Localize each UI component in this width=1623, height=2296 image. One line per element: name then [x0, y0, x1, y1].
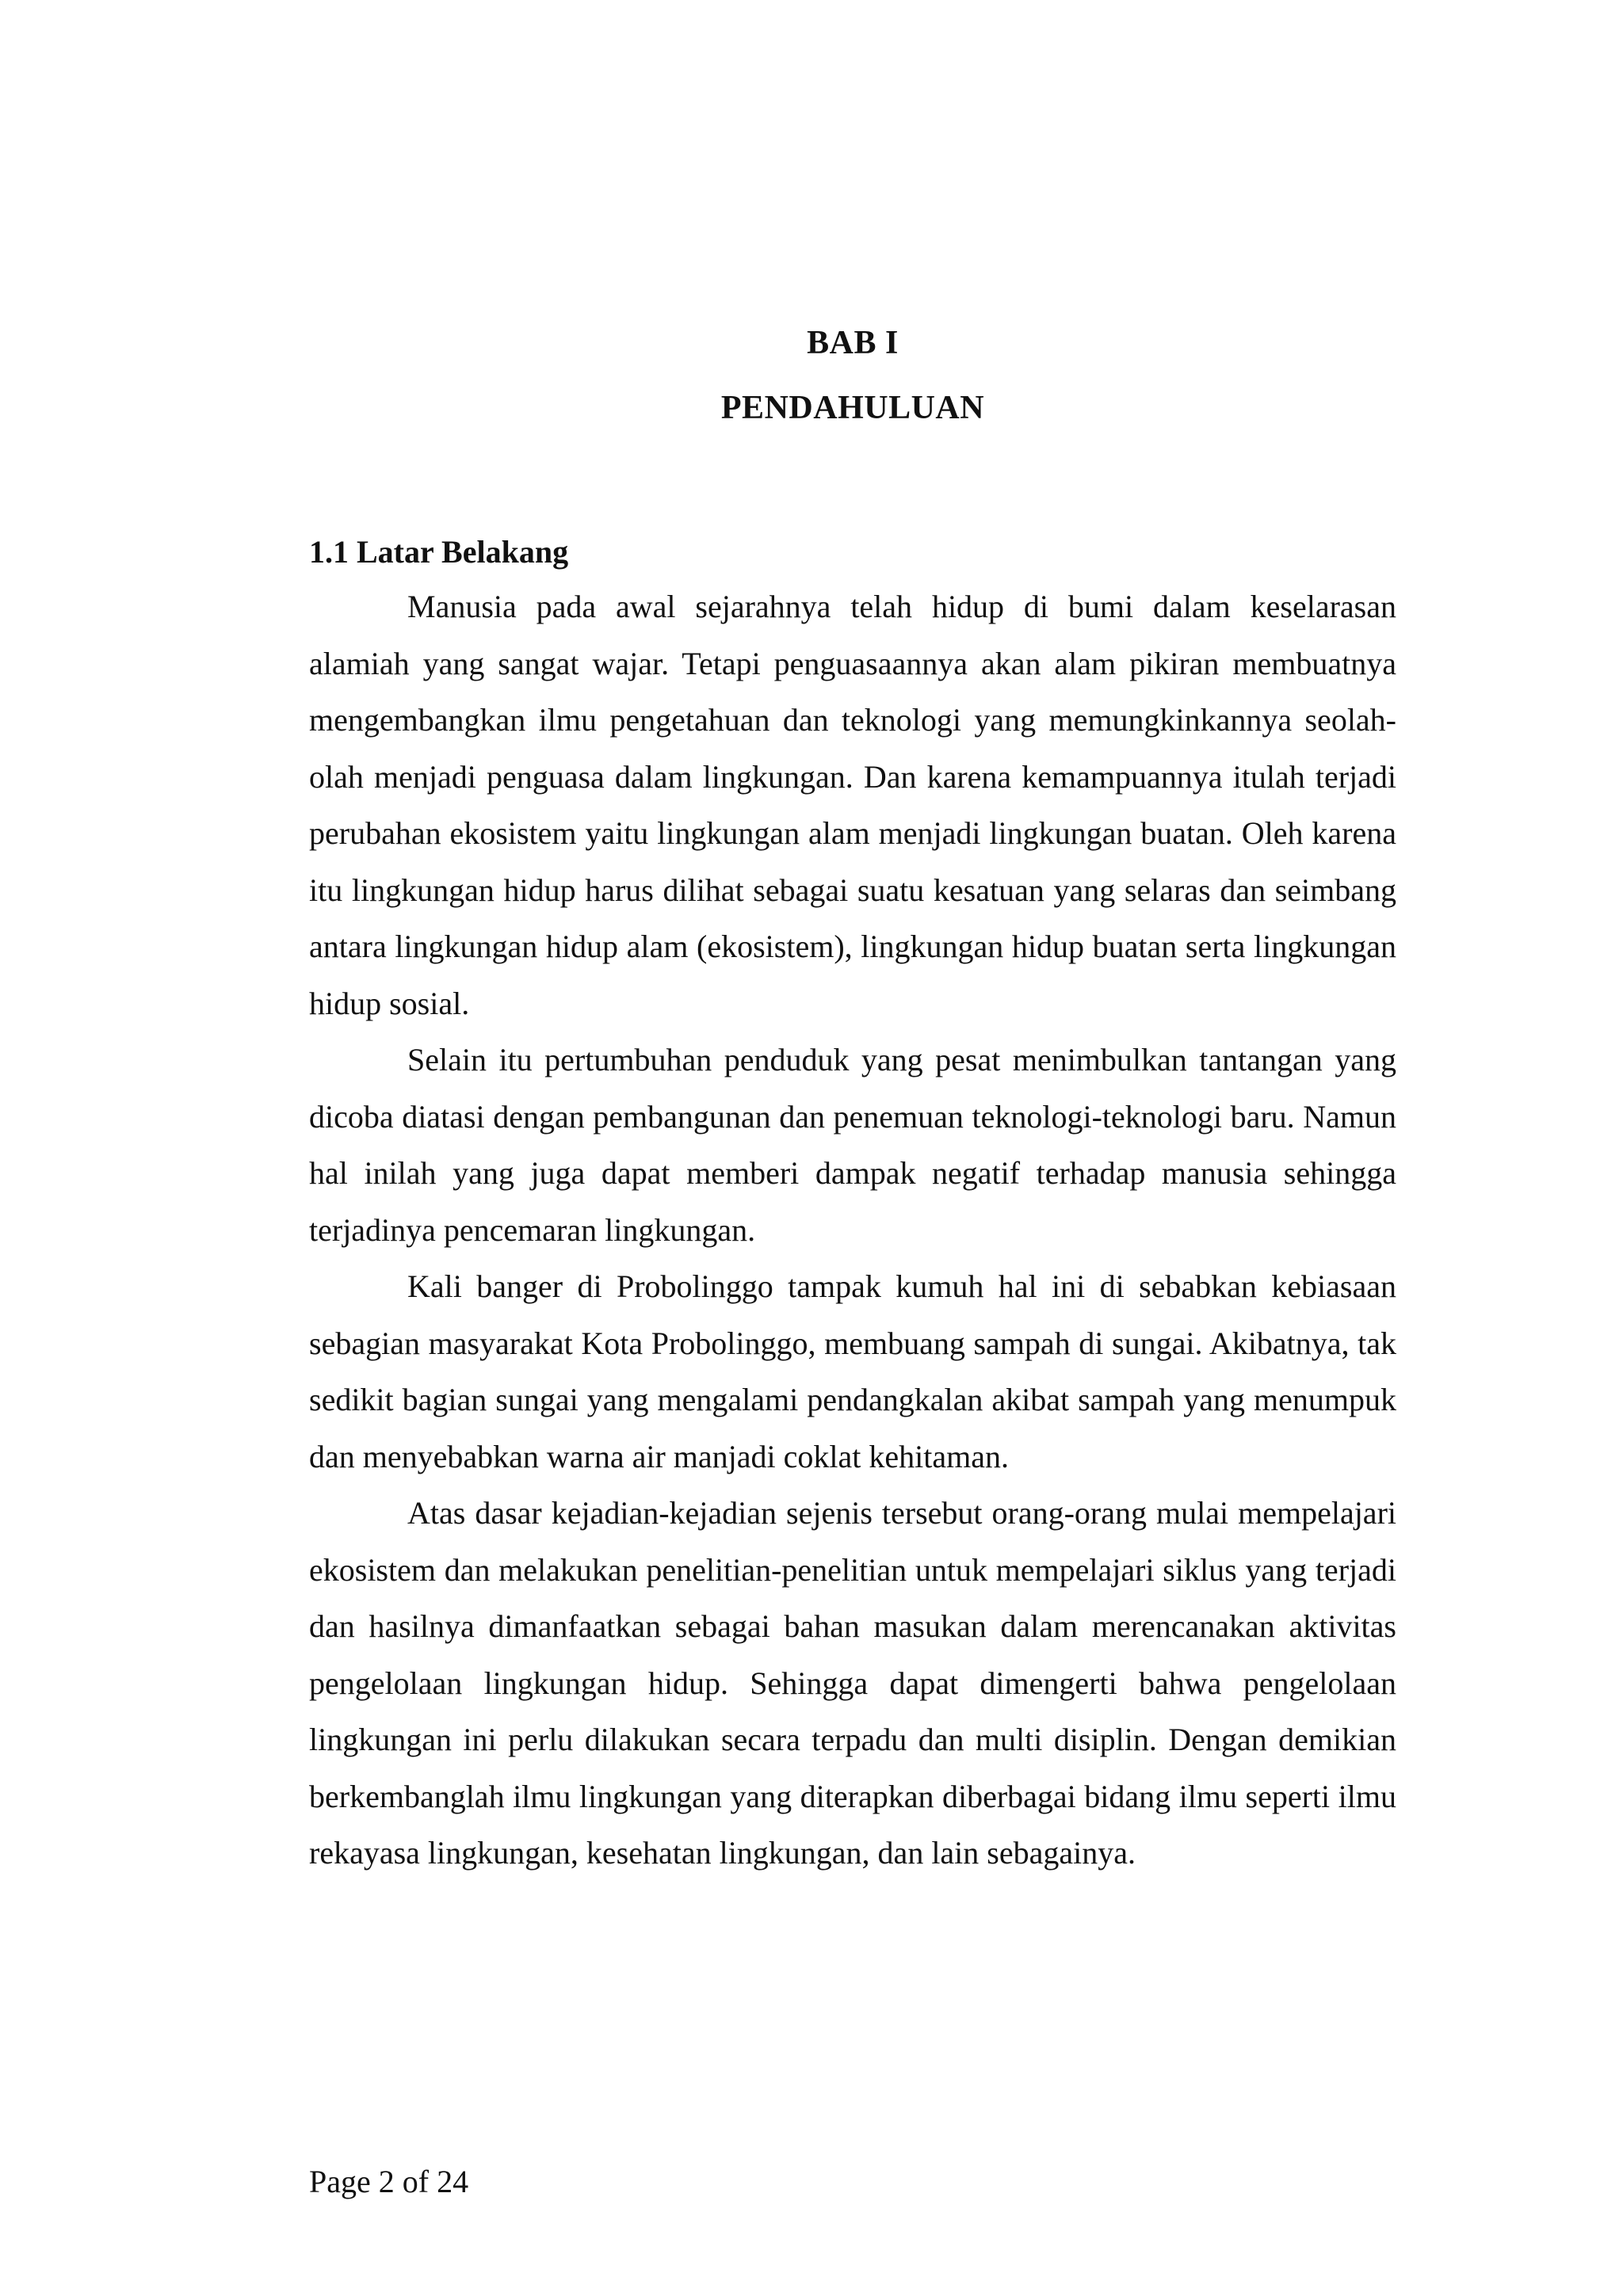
- chapter-number: BAB I: [807, 325, 899, 361]
- paragraph-3: Kali banger di Probolinggo tampak kumuh hal ini di sebabkan kebiasaan sebagian masyarakat Kota Probolinggo, membuang sampah di sungai. Akibatnya, tak sedikit bagian sungai yang mengalami pendangkalan akibat sampah yang menumpuk dan menyebabkan warna air manjadi coklat kehitaman.: [309, 1268, 1396, 1474]
- paragraph-4: Atas dasar kejadian-kejadian sejenis tersebut orang-orang mulai mempelajari ekosistem dan melakukan penelitian-penelitian untuk mempelajari siklus yang terjadi dan hasilnya dimanfaatkan sebagai bahan masukan dalam merencanakan aktivitas pengelolaan lingkungan hidup. Sehingga dapat dimengerti bahwa pengelolaan lingkungan ini perlu dilakukan secara terpadu dan multi disiplin. Dengan demikian berkembanglah ilmu lingkungan yang diterapkan diberbagai bidang ilmu seperti ilmu rekayasa lingkungan, kesehatan lingkungan, dan lain sebagainya.: [309, 1495, 1396, 1871]
- section-heading: 1.1 Latar Belakang: [309, 534, 569, 570]
- chapter-title: PENDAHULUAN: [720, 390, 985, 426]
- paragraph-2: Selain itu pertumbuhan penduduk yang pesat menimbulkan tantangan yang dicoba diatasi dengan pembangunan dan penemuan teknologi-teknologi baru. Namun hal inilah yang juga dapat memberi dampak negatif terhadap manusia sehingga terjadinya pencemaran lingkungan.: [309, 1042, 1396, 1248]
- page-number: Page 2 of 24: [309, 2164, 469, 2199]
- paragraph-1: Manusia pada awal sejarahnya telah hidup di bumi dalam keselarasan alamiah yang sangat wajar. Tetapi penguasaannya akan alam pikiran membuatnya mengembangkan ilmu pengetahuan dan teknologi yang memungkinkannya seolah-olah menjadi penguasa dalam lingkungan. Dan karena kemampuannya itulah terjadi perubahan ekosistem yaitu lingkungan alam menjadi lingkungan buatan. Oleh karena itu lingkungan hidup harus dilihat sebagai suatu kesatuan yang selaras dan seimbang antara lingkungan hidup alam (ekosistem), lingkungan hidup buatan serta lingkungan hidup sosial.: [309, 589, 1396, 1021]
- chapter-header: [309, 311, 1396, 441]
- body-text: [309, 578, 1396, 1882]
